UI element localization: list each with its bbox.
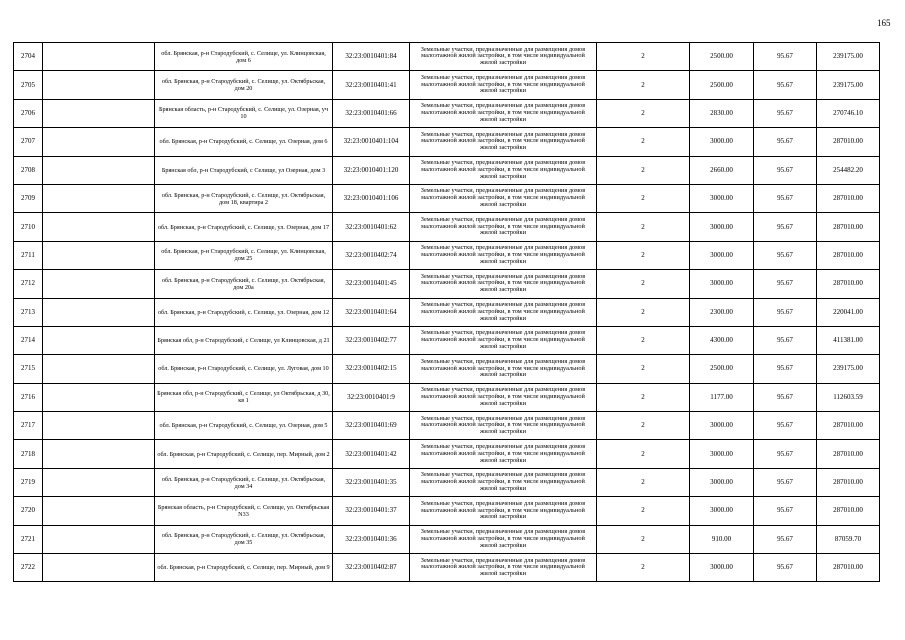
rate-cell: 95.67: [754, 241, 817, 269]
table-body: [14, 43, 880, 582]
cadastral-value-cell: 239175.00: [817, 43, 880, 71]
cadastral-number-cell: 32:23:0010401:42: [333, 440, 410, 468]
address-cell: обл. Брянская, р-н Стародубский, с. Селище, ул. Октябрьская, дом 20: [155, 71, 333, 99]
address-cell: Брянская обл, р-н Стародубский, с Селище, ул Октябрьская, д 30, кв 1: [155, 383, 333, 411]
address-cell: Брянская обл, р-н Стародубский, с Селище, ул Клинцовская, д 21: [155, 326, 333, 354]
rate-cell: 95.67: [754, 99, 817, 127]
cadastral-number-cell: 32:23:0010401:41: [333, 71, 410, 99]
table-row: [14, 213, 880, 241]
table-row: [14, 383, 880, 411]
land-use-cell: Земельные участки, предназначенные для размещения домов малоэтажной жилой застройки, в том числе индивидуальной жилой застройки: [410, 298, 597, 326]
rate-cell: 95.67: [754, 525, 817, 553]
address-cell: обл. Брянская, р-н Стародубский, с. Селище, ул. Луговая, дом 10: [155, 355, 333, 383]
table-row: [14, 355, 880, 383]
area-cell: 2300.00: [690, 298, 754, 326]
row-number: 2710: [14, 213, 43, 241]
category-cell: 2: [597, 43, 690, 71]
row-number: 2721: [14, 525, 43, 553]
cadastral-value-cell: 287010.00: [817, 497, 880, 525]
land-use-cell: Земельные участки, предназначенные для размещения домов малоэтажной жилой застройки, в том числе индивидуальной жилой застройки: [410, 71, 597, 99]
cadastral-value-cell: 287010.00: [817, 241, 880, 269]
area-cell: 3000.00: [690, 440, 754, 468]
cadastral-number-cell: 32:23:0010401:120: [333, 156, 410, 184]
row-number: 2706: [14, 99, 43, 127]
category-cell: 2: [597, 412, 690, 440]
table-row: [14, 156, 880, 184]
area-cell: 2500.00: [690, 355, 754, 383]
cadastral-value-cell: 287010.00: [817, 412, 880, 440]
row-number: 2705: [14, 71, 43, 99]
area-cell: 3000.00: [690, 241, 754, 269]
empty-cell: [43, 156, 155, 184]
area-cell: 3000.00: [690, 554, 754, 582]
address-cell: обл. Брянская, р-н Стародубский, с. Селище, ул. Озерная, дом 17: [155, 213, 333, 241]
empty-cell: [43, 99, 155, 127]
rate-cell: 95.67: [754, 270, 817, 298]
table-row: [14, 468, 880, 496]
area-cell: 3000.00: [690, 128, 754, 156]
area-cell: 3000.00: [690, 213, 754, 241]
land-use-cell: Земельные участки, предназначенные для размещения домов малоэтажной жилой застройки, в том числе индивидуальной жилой застройки: [410, 412, 597, 440]
cadastral-number-cell: 32:23:0010401:37: [333, 497, 410, 525]
table-row: [14, 184, 880, 212]
row-number: 2720: [14, 497, 43, 525]
table-row: [14, 440, 880, 468]
empty-cell: [43, 383, 155, 411]
rate-cell: 95.67: [754, 128, 817, 156]
empty-cell: [43, 43, 155, 71]
address-cell: обл. Брянская, р-н Стародубский, с. Селище, ул. Клинцовская, дом 25: [155, 241, 333, 269]
row-number: 2715: [14, 355, 43, 383]
table-row: [14, 412, 880, 440]
row-number: 2713: [14, 298, 43, 326]
row-number: 2722: [14, 554, 43, 582]
cadastral-number-cell: 32:23:0010402:77: [333, 326, 410, 354]
empty-cell: [43, 412, 155, 440]
rate-cell: 95.67: [754, 156, 817, 184]
rate-cell: 95.67: [754, 355, 817, 383]
empty-cell: [43, 525, 155, 553]
cadastral-value-cell: 287010.00: [817, 554, 880, 582]
area-cell: 2500.00: [690, 71, 754, 99]
cadastral-value-cell: 220041.00: [817, 298, 880, 326]
land-use-cell: Земельные участки, предназначенные для размещения домов малоэтажной жилой застройки, в том числе индивидуальной жилой застройки: [410, 326, 597, 354]
category-cell: 2: [597, 270, 690, 298]
cadastral-number-cell: 32:23:0010402:74: [333, 241, 410, 269]
cadastral-number-cell: 32:23:0010401:106: [333, 184, 410, 212]
row-number: 2708: [14, 156, 43, 184]
land-use-cell: Земельные участки, предназначенные для размещения домов малоэтажной жилой застройки, в том числе индивидуальной жилой застройки: [410, 440, 597, 468]
table-row: [14, 298, 880, 326]
area-cell: 3000.00: [690, 184, 754, 212]
category-cell: 2: [597, 99, 690, 127]
table-row: [14, 128, 880, 156]
category-cell: 2: [597, 355, 690, 383]
rate-cell: 95.67: [754, 213, 817, 241]
category-cell: 2: [597, 525, 690, 553]
address-cell: обл. Брянская, р-н Стародубский, с. Селище, ул. Октябрьская, дом 35: [155, 525, 333, 553]
land-use-cell: Земельные участки, предназначенные для размещения домов малоэтажной жилой застройки, в том числе индивидуальной жилой застройки: [410, 270, 597, 298]
row-number: 2716: [14, 383, 43, 411]
empty-cell: [43, 554, 155, 582]
category-cell: 2: [597, 241, 690, 269]
area-cell: 910.00: [690, 525, 754, 553]
cadastral-number-cell: 32:23:0010401:36: [333, 525, 410, 553]
rate-cell: 95.67: [754, 497, 817, 525]
cadastral-value-cell: 254482.20: [817, 156, 880, 184]
category-cell: 2: [597, 213, 690, 241]
cadastral-value-cell: 287010.00: [817, 128, 880, 156]
cadastral-value-cell: 287010.00: [817, 270, 880, 298]
category-cell: 2: [597, 383, 690, 411]
cadastral-number-cell: 32:23:0010401:62: [333, 213, 410, 241]
row-number: 2718: [14, 440, 43, 468]
empty-cell: [43, 184, 155, 212]
land-use-cell: Земельные участки, предназначенные для размещения домов малоэтажной жилой застройки, в том числе индивидуальной жилой застройки: [410, 128, 597, 156]
empty-cell: [43, 270, 155, 298]
address-cell: Брянская область, р-н Стародубский, с. Селище, ул. Озерная, уч 10: [155, 99, 333, 127]
page-number: 165: [877, 18, 891, 28]
empty-cell: [43, 213, 155, 241]
cadastral-value-cell: 87059.70: [817, 525, 880, 553]
land-use-cell: Земельные участки, предназначенные для размещения домов малоэтажной жилой застройки, в том числе индивидуальной жилой застройки: [410, 241, 597, 269]
area-cell: 3000.00: [690, 497, 754, 525]
cadastral-number-cell: 32:23:0010401:66: [333, 99, 410, 127]
empty-cell: [43, 71, 155, 99]
cadastral-value-cell: 270746.10: [817, 99, 880, 127]
empty-cell: [43, 355, 155, 383]
address-cell: обл. Брянская, р-н Стародубский, с. Селище, ул. Озерная, дом 12: [155, 298, 333, 326]
table-row: [14, 43, 880, 71]
cadastral-number-cell: 32:23:0010401:9: [333, 383, 410, 411]
rate-cell: 95.67: [754, 326, 817, 354]
category-cell: 2: [597, 156, 690, 184]
cadastral-number-cell: 32:23:0010401:64: [333, 298, 410, 326]
table-row: [14, 99, 880, 127]
cadastral-value-cell: 239175.00: [817, 355, 880, 383]
rate-cell: 95.67: [754, 440, 817, 468]
area-cell: 2830.00: [690, 99, 754, 127]
table-row: [14, 497, 880, 525]
address-cell: обл. Брянская, р-н Стародубский, с. Селище, ул. Октябрьская, дом 18, квартира 2: [155, 184, 333, 212]
rate-cell: 95.67: [754, 554, 817, 582]
category-cell: 2: [597, 71, 690, 99]
area-cell: 4300.00: [690, 326, 754, 354]
address-cell: обл. Брянская, р-н Стародубский, с. Селище, ул. Октябрьская, дом 34: [155, 468, 333, 496]
land-plot-table: [13, 42, 880, 582]
address-cell: обл. Брянская, р-н Стародубский, с. Селище, пер. Мирный, дом 9: [155, 554, 333, 582]
land-use-cell: Земельные участки, предназначенные для размещения домов малоэтажной жилой застройки, в том числе индивидуальной жилой застройки: [410, 497, 597, 525]
empty-cell: [43, 241, 155, 269]
cadastral-number-cell: 32:23:0010401:45: [333, 270, 410, 298]
rate-cell: 95.67: [754, 383, 817, 411]
category-cell: 2: [597, 440, 690, 468]
area-cell: 3000.00: [690, 468, 754, 496]
rate-cell: 95.67: [754, 298, 817, 326]
area-cell: 1177.00: [690, 383, 754, 411]
row-number: 2704: [14, 43, 43, 71]
address-cell: обл. Брянская, р-н Стародубский, с. Селище, ул. Озерная, дом 5: [155, 412, 333, 440]
rate-cell: 95.67: [754, 412, 817, 440]
table-row: [14, 525, 880, 553]
cadastral-value-cell: 239175.00: [817, 71, 880, 99]
cadastral-number-cell: 32:23:0010402:15: [333, 355, 410, 383]
area-cell: 3000.00: [690, 412, 754, 440]
rate-cell: 95.67: [754, 468, 817, 496]
row-number: 2714: [14, 326, 43, 354]
address-cell: обл. Брянская, р-н Стародубский, с. Селище, ул. Октябрьская, дом 20а: [155, 270, 333, 298]
empty-cell: [43, 440, 155, 468]
row-number: 2707: [14, 128, 43, 156]
address-cell: обл. Брянская, р-н Стародубский, с. Селище, пер. Мирный, дом 2: [155, 440, 333, 468]
category-cell: 2: [597, 298, 690, 326]
land-use-cell: Земельные участки, предназначенные для размещения домов малоэтажной жилой застройки, в том числе индивидуальной жилой застройки: [410, 525, 597, 553]
empty-cell: [43, 298, 155, 326]
table-row: [14, 554, 880, 582]
rate-cell: 95.67: [754, 43, 817, 71]
area-cell: 2660.00: [690, 156, 754, 184]
cadastral-value-cell: 287010.00: [817, 184, 880, 212]
land-use-cell: Земельные участки, предназначенные для размещения домов малоэтажной жилой застройки, в том числе индивидуальной жилой застройки: [410, 156, 597, 184]
land-use-cell: Земельные участки, предназначенные для размещения домов малоэтажной жилой застройки, в том числе индивидуальной жилой застройки: [410, 554, 597, 582]
land-use-cell: Земельные участки, предназначенные для размещения домов малоэтажной жилой застройки, в том числе индивидуальной жилой застройки: [410, 43, 597, 71]
land-use-cell: Земельные участки, предназначенные для размещения домов малоэтажной жилой застройки, в том числе индивидуальной жилой застройки: [410, 213, 597, 241]
cadastral-number-cell: 32:23:0010401:84: [333, 43, 410, 71]
area-cell: 3000.00: [690, 270, 754, 298]
row-number: 2712: [14, 270, 43, 298]
table-row: [14, 326, 880, 354]
empty-cell: [43, 468, 155, 496]
category-cell: 2: [597, 326, 690, 354]
land-use-cell: Земельные участки, предназначенные для размещения домов малоэтажной жилой застройки, в том числе индивидуальной жилой застройки: [410, 355, 597, 383]
category-cell: 2: [597, 554, 690, 582]
cadastral-value-cell: 287010.00: [817, 440, 880, 468]
area-cell: 2500.00: [690, 43, 754, 71]
address-cell: обл. Брянская, р-н Стародубский, с. Селище, ул. Клинцовская, дом 6: [155, 43, 333, 71]
category-cell: 2: [597, 468, 690, 496]
address-cell: обл. Брянская, р-н Стародубский, с. Селище, ул. Озерная, дом 6: [155, 128, 333, 156]
cadastral-number-cell: 32:23:0010401:104: [333, 128, 410, 156]
table-row: [14, 270, 880, 298]
rate-cell: 95.67: [754, 184, 817, 212]
address-cell: Брянская область, р-н Стародубский, с. Селище, ул. Октябрьская N33: [155, 497, 333, 525]
empty-cell: [43, 497, 155, 525]
cadastral-number-cell: 32:23:0010401:69: [333, 412, 410, 440]
cadastral-value-cell: 287010.00: [817, 213, 880, 241]
category-cell: 2: [597, 497, 690, 525]
cadastral-value-cell: 287010.00: [817, 468, 880, 496]
cadastral-value-cell: 411381.00: [817, 326, 880, 354]
land-use-cell: Земельные участки, предназначенные для размещения домов малоэтажной жилой застройки, в том числе индивидуальной жилой застройки: [410, 99, 597, 127]
row-number: 2709: [14, 184, 43, 212]
table-row: [14, 241, 880, 269]
cadastral-number-cell: 32:23:0010401:35: [333, 468, 410, 496]
empty-cell: [43, 128, 155, 156]
rate-cell: 95.67: [754, 71, 817, 99]
row-number: 2719: [14, 468, 43, 496]
empty-cell: [43, 326, 155, 354]
land-use-cell: Земельные участки, предназначенные для размещения домов малоэтажной жилой застройки, в том числе индивидуальной жилой застройки: [410, 184, 597, 212]
row-number: 2711: [14, 241, 43, 269]
cadastral-value-cell: 112603.59: [817, 383, 880, 411]
table-row: [14, 71, 880, 99]
address-cell: Брянская обл, р-н Стародубский, с Селище, ул Озерная, дом 3: [155, 156, 333, 184]
category-cell: 2: [597, 184, 690, 212]
cadastral-number-cell: 32:23:0010402:87: [333, 554, 410, 582]
land-use-cell: Земельные участки, предназначенные для размещения домов малоэтажной жилой застройки, в том числе индивидуальной жилой застройки: [410, 468, 597, 496]
row-number: 2717: [14, 412, 43, 440]
category-cell: 2: [597, 128, 690, 156]
land-use-cell: Земельные участки, предназначенные для размещения домов малоэтажной жилой застройки, в том числе индивидуальной жилой застройки: [410, 383, 597, 411]
